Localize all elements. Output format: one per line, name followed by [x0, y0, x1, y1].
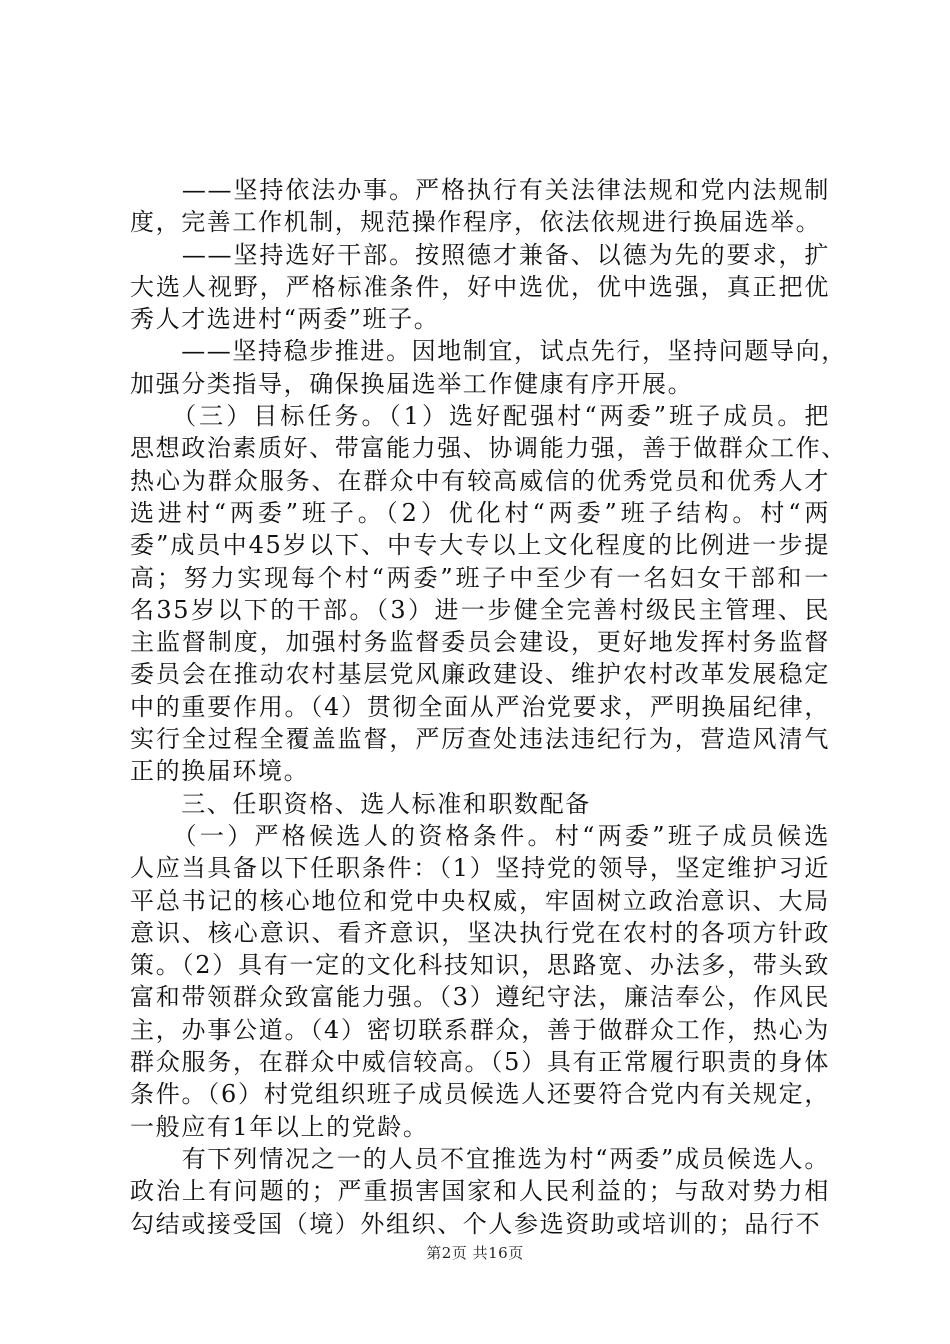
text-line: 秀人才选进村“两委”班子。 [130, 305, 440, 334]
text-line: 加强分类指导，确保换届选举工作健康有序开展。 [130, 369, 694, 398]
document-body [130, 174, 847, 1240]
text-line: ——坚持依法办事。严格执行有关法律法规和党内法规制 [130, 176, 830, 204]
text-line: 策。（2）具有一定的文化科技知识，思路宽、办法多，带头致 [130, 951, 830, 980]
text-line: 委”成员中45岁以下、中专大专以上文化程度的比例进一步提 [130, 531, 830, 560]
text-line: 富和带领群众致富能力强。（3）遵纪守法，廉洁奉公，作风民 [130, 983, 830, 1012]
text-line: 度，完善工作机制，规范操作程序，依法依规进行换届选举。 [130, 208, 822, 237]
text-line: 有下列情况之一的人员不宜推选为村“两委”成员候选人。 [130, 1144, 830, 1173]
text-line: 意识、核心意识、看齐意识，坚决执行党在农村的各项方针政 [130, 918, 830, 947]
text-line: 实行全过程全覆盖监督，严厉查处违法违纪行为，营造风清气 [130, 725, 830, 754]
text-line: 大选人视野，严格标准条件，好中选优，优中选强，真正把优 [130, 272, 830, 301]
text-line: 条件。（6）村党组织班子成员候选人还要符合党内有关规定， [130, 1080, 830, 1109]
text-line: 中的重要作用。（4）贯彻全面从严治党要求，严明换届纪律， [130, 692, 830, 721]
text-line: 主监督制度，加强村务监督委员会建设，更好地发挥村务监督 [130, 628, 830, 657]
text-line: 思想政治素质好、带富能力强、协调能力强，善于做群众工作、 [130, 434, 847, 463]
page-footer: 第2页 共16页 [426, 1244, 524, 1262]
text-line: ——坚持选好干部。按照德才兼备、以德为先的要求，扩 [130, 240, 830, 269]
text-line: 高；努力实现每个村“两委”班子中至少有一名妇女干部和一 [130, 563, 830, 592]
text-line: 政治上有问题的；严重损害国家和人民利益的；与敌对势力相 [130, 1177, 830, 1206]
text-line: （三）目标任务。（1）选好配强村“两委”班子成员。把 [130, 402, 830, 431]
text-line: 正的换届环境。 [130, 757, 310, 786]
text-line: ——坚持稳步推进。因地制宜，试点先行，坚持问题导向， [130, 337, 847, 366]
text-line: 委员会在推动农村基层党风廉政建设、维护农村改革发展稳定 [130, 660, 830, 689]
text-line: 人应当具备以下任职条件：（1）坚持党的领导，坚定维护习近 [130, 854, 830, 883]
text-line: 选进村“两委”班子。（2）优化村“两委”班子结构。村“两 [130, 498, 830, 527]
text-line: 勾结或接受国（境）外组织、个人参选资助或培训的；品行不 [130, 1209, 822, 1238]
text-line: （一）严格候选人的资格条件。村“两委”班子成员候选 [130, 821, 830, 850]
text-line: 三、任职资格、选人标准和职数配备 [130, 789, 591, 818]
text-line: 主，办事公道。（4）密切联系群众，善于做群众工作，热心为 [130, 1015, 830, 1044]
text-line: 平总书记的核心地位和党中央权威，牢固树立政治意识、大局 [130, 886, 830, 915]
text-line: 群众服务，在群众中威信较高。（5）具有正常履行职责的身体 [130, 1048, 830, 1077]
text-line: 热心为群众服务、在群众中有较高威信的优秀党员和优秀人才 [130, 466, 830, 495]
text-line: 一般应有1年以上的党龄。 [130, 1112, 429, 1141]
text-line: 名35岁以下的干部。（3）进一步健全完善村级民主管理、民 [130, 595, 830, 624]
